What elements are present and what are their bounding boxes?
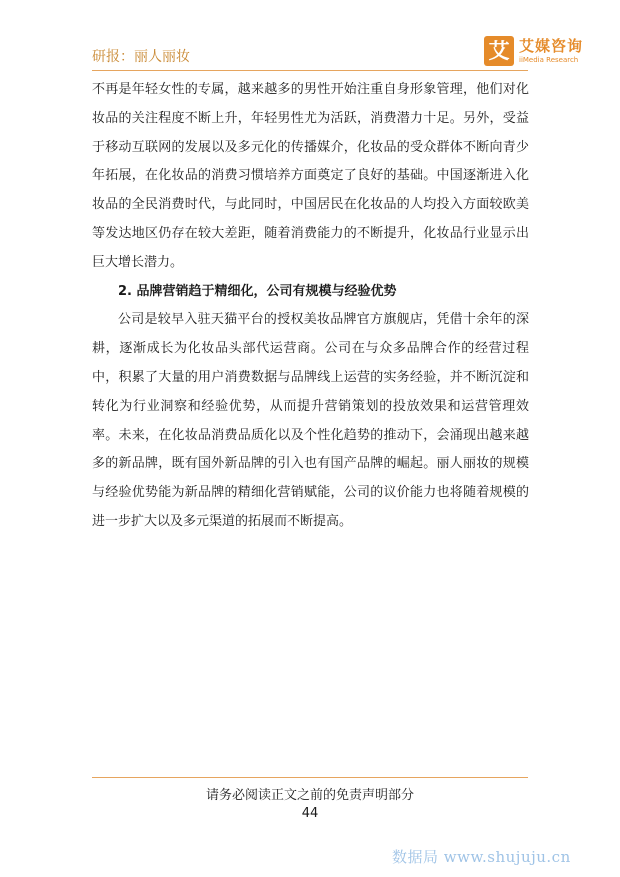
header-divider [92, 70, 528, 71]
logo-text [519, 38, 583, 65]
disclaimer-text: 请务必阅读正文之前的免责声明部分 [205, 788, 414, 803]
section-heading-2: 2. 品牌营销趋于精细化，公司有规模与经验优势 [118, 283, 397, 299]
body-paragraph-1: 不再是年轻女性的专属，越来越多的男性开始注重自身形象管理，他们对化妆品的关注程度不断上升，年轻男性尤为活跃，消费潜力十足。另外，受益于移动互联网的发展以及多元化的传播媒介，化妆品的受众群体不断向青少年拓展，在化妆品的消费习惯培养方面奠定了良好的基础。中国逐渐进入化妆品的全民消费时代，与此同时，中国居民在化妆品的人均投入方面较欧美等发达地区仍存在较大差距，随着消费能力的不断提升，化妆品行业显示出巨大增长潜力。 [92, 82, 529, 270]
watermark-text: 数据局 www.shujuju.cn [392, 848, 571, 866]
iimedia-logo [484, 36, 583, 66]
report-title: 研报：丽人丽妆 [92, 49, 190, 65]
page-number: 44 [301, 806, 319, 821]
logo-chinese-name: 艾媒咨询 [519, 36, 584, 55]
logo-english-name: iiMedia Research [519, 55, 579, 64]
footer-divider [92, 777, 528, 778]
body-paragraph-2: 公司是较早入驻天猫平台的授权美妆品牌官方旗舰店，凭借十余年的深耕，逐渐成长为化妆品头部代运营商。公司在与众多品牌合作的经营过程中，积累了大量的用户消费数据与品牌线上运营的实务经验，并不断沉淀和转化为行业洞察和经验优势，从而提升营销策划的投放效果和运营管理效率。未来，在化妆品消费品质化以及个性化趋势的推动下，会涌现出越来越多的新品牌，既有国外新品牌的引入也有国产品牌的崛起。丽人丽妆的规模与经验优势能为新品牌的精细化营销赋能，公司的议价能力也将随着规模的进一步扩大以及多元渠道的拓展而不断提高。 [92, 312, 529, 529]
logo-mark-icon: 艾 [484, 36, 514, 66]
document-body [92, 76, 529, 537]
